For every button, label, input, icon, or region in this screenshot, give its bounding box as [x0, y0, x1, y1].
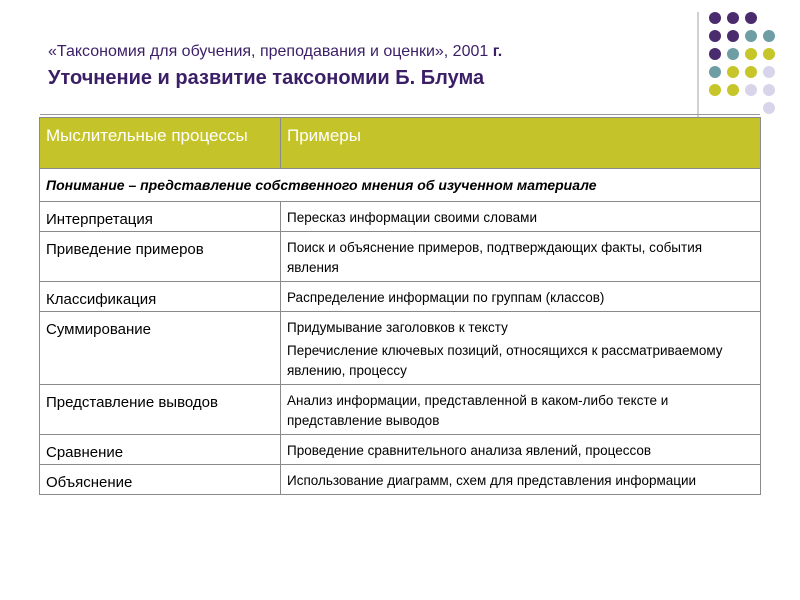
example-text: Придумывание заголовков к тексту [287, 320, 508, 335]
process-name: Представление выводов [40, 385, 281, 435]
decorative-dot [745, 84, 757, 96]
process-examples [281, 465, 761, 495]
decorative-dot [727, 84, 739, 96]
example-text: Поиск и объяснение примеров, подтверждающих факты, события явления [287, 240, 703, 275]
example-text: Использование диаграмм, схем для представления информации [287, 473, 697, 488]
example-text: Пересказ информации своими словами [287, 210, 537, 225]
example-text: Проведение сравнительного анализа явлений, процессов [287, 443, 652, 458]
example-text: Распределение информации по группам (классов) [287, 290, 605, 305]
decorative-dot [727, 12, 739, 24]
process-examples [281, 435, 761, 465]
slide-title: Уточнение и развитие таксономии Б. Блума [48, 67, 485, 89]
decorative-vertical-line [697, 12, 699, 130]
process-examples [281, 202, 761, 232]
decorative-dot [745, 48, 757, 60]
table-row [40, 232, 761, 282]
table-row [40, 465, 761, 495]
decorative-dot [709, 66, 721, 78]
table-row [40, 202, 761, 232]
section-title: Понимание – представление собственного мнения об изученном материале [40, 169, 761, 202]
decorative-dot [709, 48, 721, 60]
process-name: Суммирование [40, 312, 281, 385]
header-processes: Мыслительные процессы [40, 118, 281, 169]
example-text: Анализ информации, представленной в каком-либо тексте и представление выводов [287, 393, 669, 428]
slide-subtitle: «Таксономия для обучения, преподавания и оценки», 2001 г. [48, 43, 503, 60]
decorative-dot [745, 12, 757, 24]
decorative-dot [763, 84, 775, 96]
decorative-dot [709, 30, 721, 42]
decorative-dot [763, 66, 775, 78]
process-examples [281, 385, 761, 435]
table-row [40, 312, 761, 385]
decorative-dot [709, 12, 721, 24]
table-row [40, 282, 761, 312]
decorative-dot [727, 30, 739, 42]
decorative-dot [763, 102, 775, 114]
process-examples [281, 282, 761, 312]
table-row [40, 435, 761, 465]
process-name: Интерпретация [40, 202, 281, 232]
decorative-dot [745, 30, 757, 42]
decorative-dot [763, 48, 775, 60]
table-row [40, 385, 761, 435]
decorative-dot [727, 66, 739, 78]
section-row [40, 169, 761, 202]
decorative-dot [709, 84, 721, 96]
process-name: Классификация [40, 282, 281, 312]
decorative-dot [763, 30, 775, 42]
example-text: Перечисление ключевых позиций, относящихся к рассматриваемому явлению, процессу [287, 343, 723, 378]
process-examples [281, 232, 761, 282]
process-name: Сравнение [40, 435, 281, 465]
taxonomy-table [39, 117, 761, 495]
decorative-dot [727, 48, 739, 60]
title-divider [40, 114, 760, 115]
decorative-dot-grid [709, 12, 781, 120]
decorative-dot [745, 66, 757, 78]
process-examples [281, 312, 761, 385]
process-name: Приведение примеров [40, 232, 281, 282]
header-examples: Примеры [281, 118, 761, 169]
table-header-row [40, 118, 761, 169]
process-name: Объяснение [40, 465, 281, 495]
